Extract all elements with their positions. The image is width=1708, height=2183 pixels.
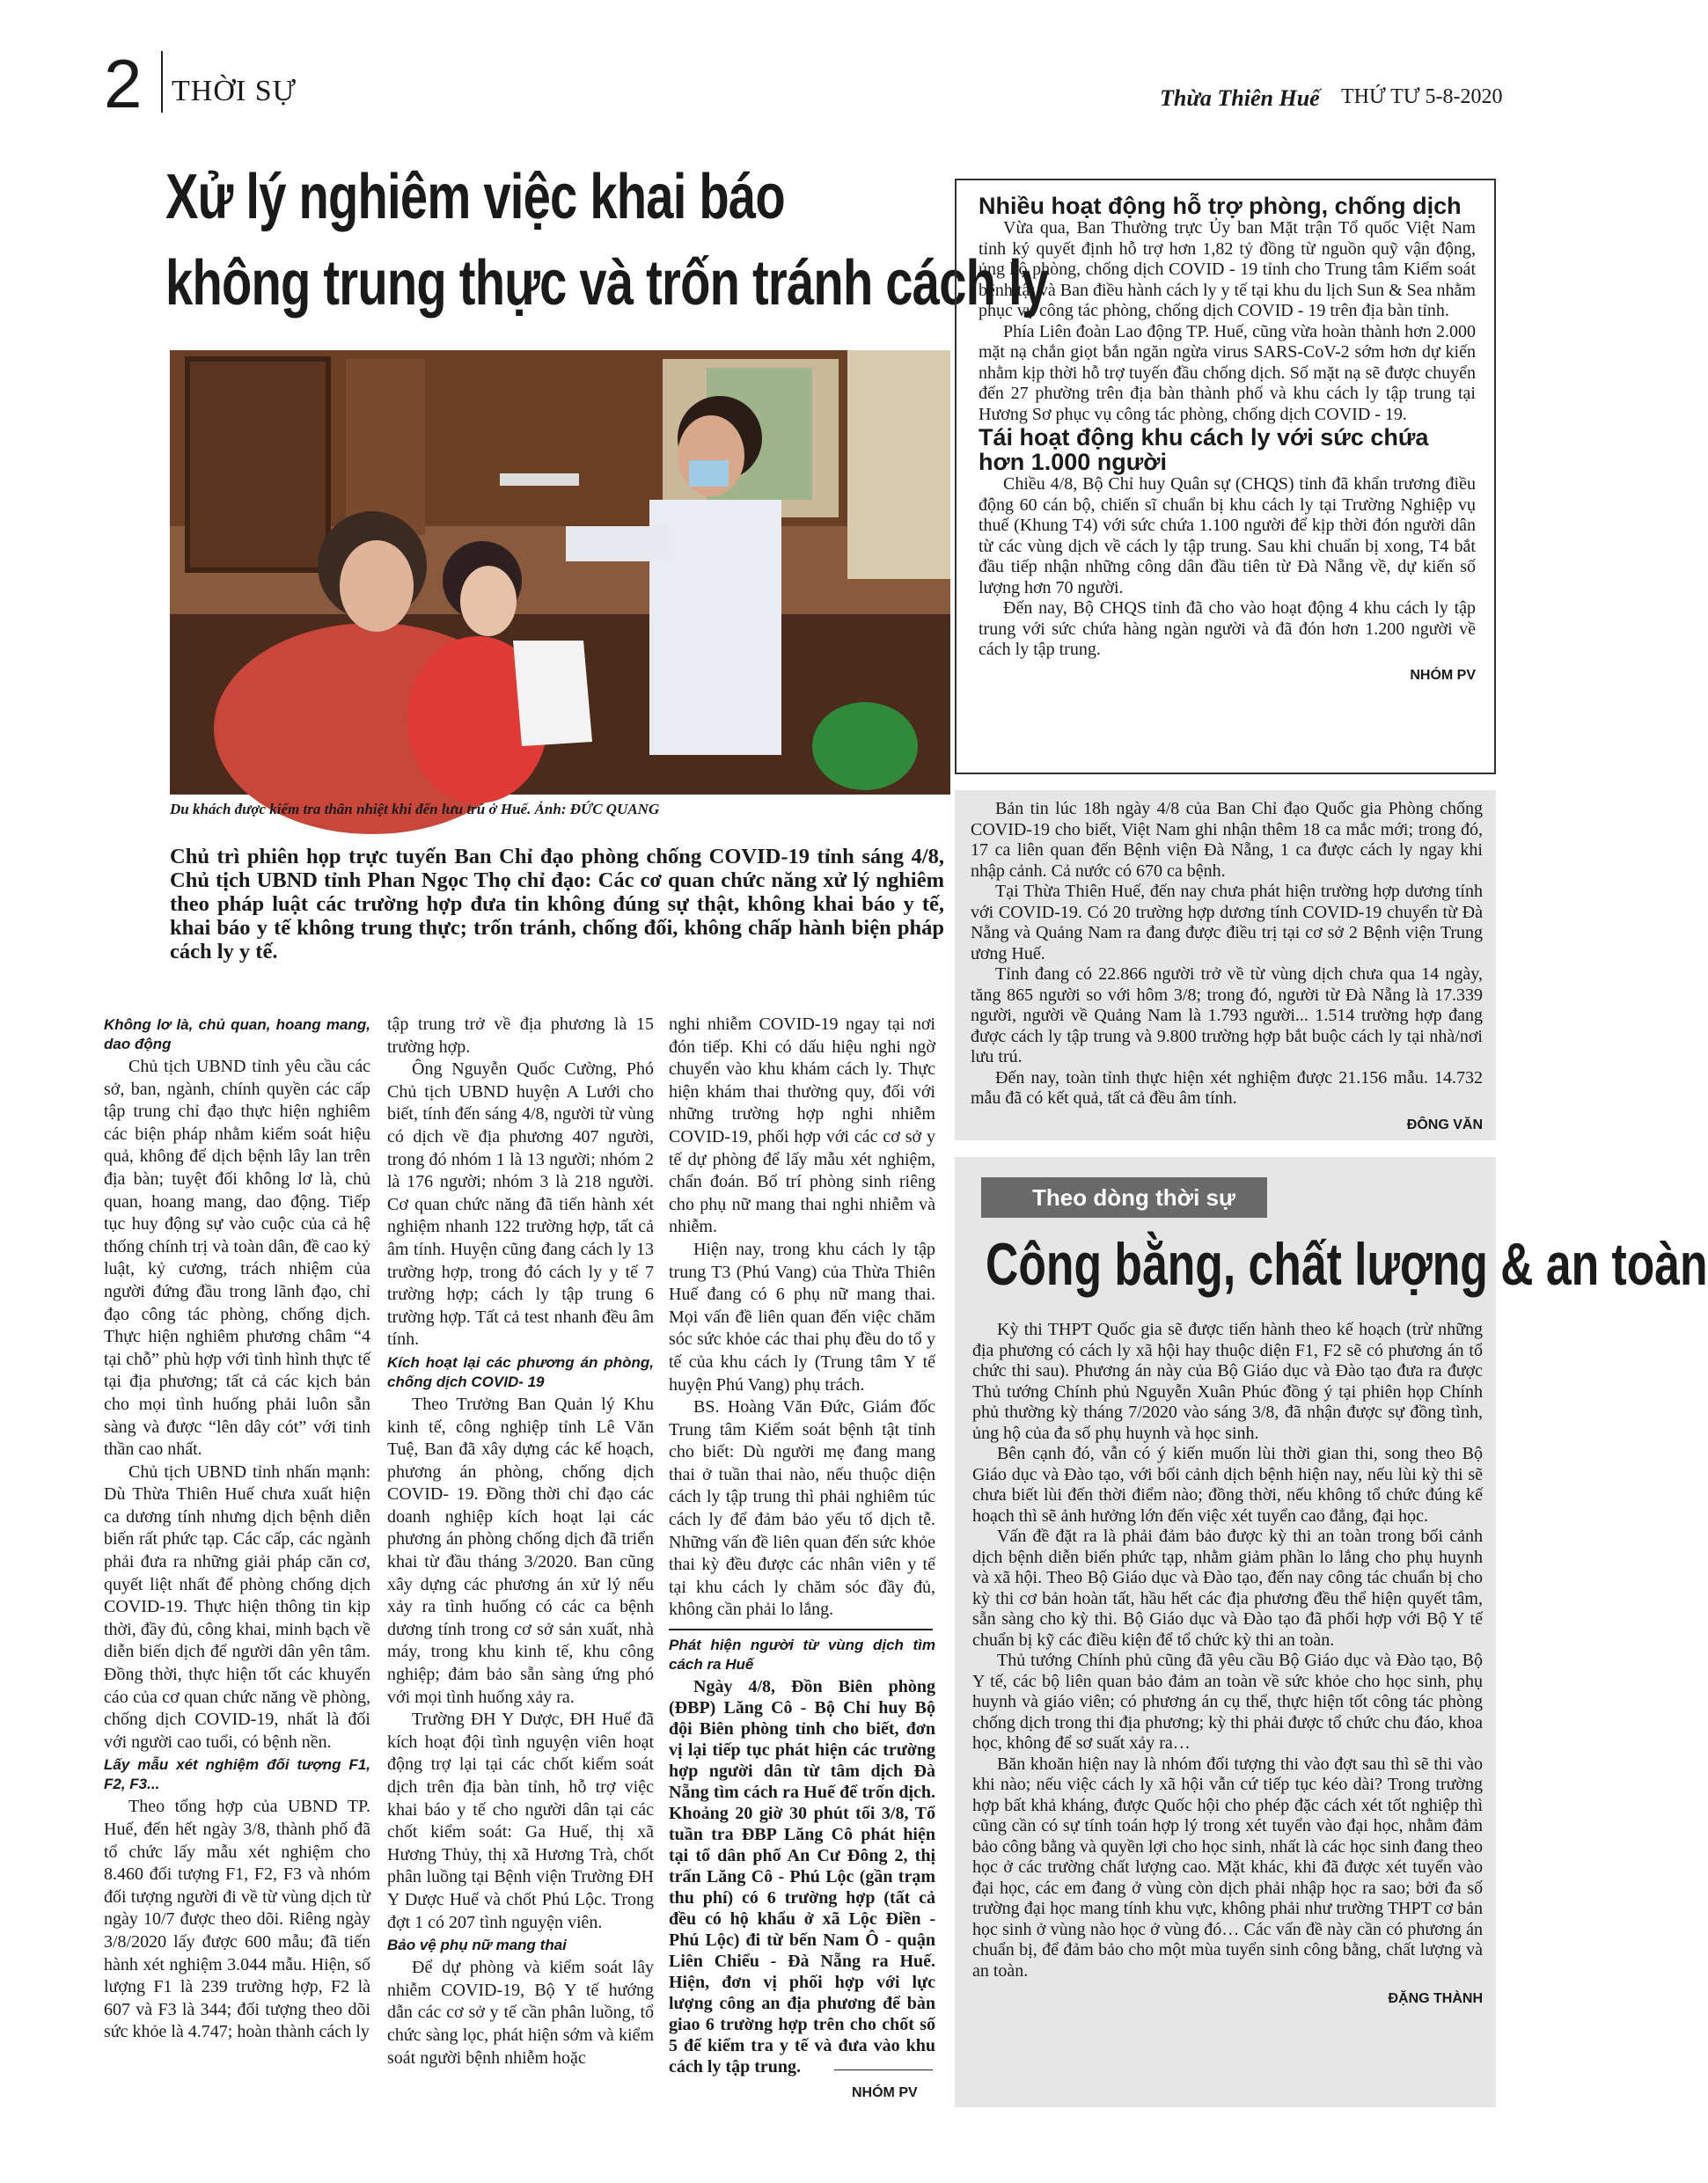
paragraph: Vừa qua, Ban Thường trực Ủy ban Mặt trận Tổ quốc Việt Nam tỉnh ký quyết định hỗ trợ hơn 1,82 tỷ đồng từ nguồn quỹ vận động, ủng hộ phòng, chống dịch COVID - 19 tỉnh cho Trung tâm Kiểm soát bệnh tật và Ban điều hành cách ly y tế tại khu du lịch Sun & Sea nhằm phục vụ công tác phòng, chống dịch COVID - 19 trên địa bàn tỉnh. [979,218,1476,320]
section-title: THỜI SỰ [172,75,297,107]
photo-caption: Du khách được kiểm tra thân nhiệt khi đến lưu trú ở Huế. Ảnh: ĐỨC QUANG [170,801,660,817]
issue-date: THỨ TƯ 5-8-2020 [1341,85,1503,108]
paragraph: Chủ tịch UBND tỉnh nhấn mạnh: Dù Thừa Thiên Huế chưa xuất hiện ca dương tính nhưng dịch bệnh diễn biến rất phức tạp. Các cấp, các ngành phải đưa ra những giải pháp căn cơ, quyết liệt nhất để phòng chống dịch COVID-19. Thực hiện thông tin kịp thời, đầy đủ, công khai, minh bạch về diễn biến dịch để người dân yên tâm. Đồng thời, thực hiện tốt các khuyến cáo của cơ quan chức năng về phòng, chống dịch COVID-19, nhất là đối với người cao tuổi, có bệnh nền. [104,1461,370,1752]
paragraph: Để dự phòng và kiểm soát lây nhiễm COVID-19, Bộ Y tế hướng dẫn các cơ sở y tế cần phân luồng, tổ chức sàng lọc, phát hiện sớm và kiểm soát người bệnh nhiễm hoặc [387,1958,654,2068]
paragraph: Bản tin lúc 18h ngày 4/8 của Ban Chỉ đạo Quốc gia Phòng chống COVID-19 cho biết, Việt Nam ghi nhận thêm 18 ca mắc mới; trong đó, 17 ca liên quan đến Bệnh viện Đà Nẵng, 1 ca được cách ly ngay khi nhập cảnh. Cả nước có 670 ca bệnh. [971,799,1483,881]
byline: NHÓM PV [1410,667,1476,683]
paragraph: Vấn đề đặt ra là phải đảm bảo được kỳ thi an toàn trong bối cảnh dịch bệnh diễn biến phức tạp, nhằm giảm phần lo lắng cho phụ huynh và xã hội. Theo Bộ Giáo dục và Đào tạo, đến nay công tác chuẩn bị cho kỳ thi cơ bản hoàn tất, hầu hết các địa phương đều thể hiện quyết tâm, sẵn sàng cho kỳ thi. Bộ Giáo dục và Đào tạo đã phối hợp với Bộ Y tế chuẩn bị kỹ các điều kiện để tổ chức kỳ thi an toàn. [972,1527,1483,1650]
box-heading: Tái hoạt động khu cách ly với sức chứa hơn 1.000 người [979,424,1429,475]
paragraph: nghi nhiễm COVID-19 ngay tại nơi đón tiếp. Khi có dấu hiệu nghi ngờ chuyển vào khu khám cách ly. Thực hiện khám thai thường quy, đối với những trường hợp nghi nhiễm COVID-19, phối hợp với các cơ sở y tế dự phòng để lấy mẫu xét nghiệm, chẩn đoán. Bố trí phòng sinh riêng cho phụ nữ mang thai nghi nhiễm và nhiễm. [669,1015,935,1237]
subheading: Kích hoạt lại các phương án phòng, chống dịch COVID- 19 [387,1353,654,1390]
byline: NHÓM PV [852,2085,918,2100]
subheading: Bảo vệ phụ nữ mang thai [387,1937,567,1954]
paragraph: Theo tổng hợp của UBND TP. Huế, đến hết ngày 3/8, thành phố đã tổ chức lấy mẫu xét nghiệm cho 8.460 đối tượng F1, F2, F3 và nhóm đối tượng người đi về từ vùng dịch từ ngày 10/7 được theo dõi. Riêng ngày 3/8/2020 lấy được 600 mẫu; đã tiến hành xét nghiệm 3.044 mẫu. Hiện, số lượng F1 là 239 trường hợp, F2 là 607 và F3 là 344; đối tượng theo dõi sức khỏe là 4.747; hoàn thành cách ly [104,1797,370,2042]
paragraph: tập trung trở về địa phương là 15 trường hợp. [387,1015,654,1057]
box-heading: Nhiều hoạt động hỗ trợ phòng, chống dịch [979,193,1462,219]
column-tag: Theo dòng thời sự [981,1177,1267,1218]
article-column-1 [104,1014,370,2044]
sidebar-box-support [955,179,1496,774]
subheading: Phát hiện người từ vùng dịch tìm cách ra Huế [669,1637,935,1674]
divider [669,1629,933,1630]
paragraph: Bên cạnh đó, vẫn có ý kiến muốn lùi thời gian thi, song theo Bộ Giáo dục và Đào tạo, với bối cảnh dịch bệnh hiện nay, nếu lùi kỳ thi sẽ chưa biết lùi đến thời điểm nào; đồng thời, nếu không tổ chức đúng kế hoạch thì sẽ ảnh hưởng lớn đến việc xét tuyển cao đẳng, đại học. [972,1444,1483,1526]
page-number: 2 [104,45,143,122]
signature-rule [834,2069,933,2070]
opinion-headline: Công bằng, chất lượng & an toàn [986,1231,1708,1298]
main-headline [165,154,1049,326]
article-column-3 [669,1014,935,2077]
paragraph: Theo Trưởng Ban Quản lý Khu kinh tế, công nghiệp tỉnh Lê Văn Tuệ, Ban đã xây dựng các kế hoạch, phương án phòng, chống dịch COVID- 19. Đồng thời chỉ đạo các doanh nghiệp kích hoạt lại các phương án phòng chống dịch đã triển khai từ đầu tháng 3/2020. Ban cũng xây dựng các phương án xử lý nếu xảy ra tình huống có các ca bệnh dương tính trong cơ sở sản xuất, nhà máy, trong khu kinh tế, khu công nghiệp; đảm bảo sẵn sàng ứng phó với mọi tình huống xảy ra. [387,1394,654,1707]
paragraph: Ông Nguyễn Quốc Cường, Phó Chủ tịch UBND huyện A Lưới cho biết, tính đến sáng 4/8, người từ vùng có dịch về địa phương 407 người, trong đó nhóm 1 là 13 người; nhóm 2 là 176 người; nhóm 3 là 218 người. Cơ quan chức năng đã tiến hành xét nghiệm nhanh 122 trường hợp, tất cả âm tính. Huyện cũng đang cách ly 13 trường hợp, trong đó cách ly y tế 7 trường hợp; cách ly tập trung 6 trường hợp. Tất cả test nhanh đều âm tính. [387,1059,654,1350]
paragraph: Đến nay, Bộ CHQS tỉnh đã cho vào hoạt động 4 khu cách ly tập trung với sức chứa hàng ngàn người và đã đón hơn 1.200 người về cách ly tập trung. [979,598,1476,659]
article-lead: Chủ trì phiên họp trực tuyến Ban Chỉ đạo phòng chống COVID-19 tỉnh sáng 4/8, Chủ tịch UBND tỉnh Phan Ngọc Thọ chỉ đạo: Các cơ quan chức năng xử lý nghiêm theo pháp luật các trường hợp đưa tin không đúng sự thật, không khai báo y tế, khai báo y tế không trung thực; trốn tránh, chống đối, không chấp hành biện pháp cách ly y tế. [170,845,944,963]
paragraph: Trường ĐH Y Dược, ĐH Huế đã kích hoạt đội tình nguyện viên hoạt động trợ lại tại các chốt kiểm soát dịch trên địa bàn tỉnh, hỗ trợ việc khai báo y tế cho người dân tại các chốt kiểm soát: Ga Huế, thị xã Hương Thủy, thị xã Hương Trà, chốt phân luồng tại Bệnh viện Trường ĐH Y Dược Huế và chốt Phú Lộc. Trong đợt 1 có 207 tình nguyện viên. [387,1710,654,1932]
newspaper-name: Thừa Thiên Huế [1160,85,1320,111]
paragraph: Kỳ thi THPT Quốc gia sẽ được tiến hành theo kế hoạch (trừ những địa phương có cách ly xã hội hay thuộc diện F1, F2 sẽ có phương án tổ chức thi sau). Phương án này của Bộ Giáo dục và Đào tạo đưa ra được Thủ tướng Chính phủ Nguyễn Xuân Phúc đồng ý tại phiên họp Chính phủ thường kỳ tháng 7/2020 vào sáng 3/8, đã nhận được sự đồng tình, ủng hộ của đa số phụ huynh và học sinh. [972,1320,1483,1443]
paragraph: BS. Hoàng Văn Đức, Giám đốc Trung tâm Kiểm soát bệnh tật tỉnh cho biết: Dù người mẹ đang mang thai ở tuần thai nào, nếu thuộc diện cách ly tập trung thì phải nghiêm túc cách ly để đảm bảo yếu tố dịch tễ. Những vấn đề liên quan đến sức khỏe thai kỳ đều được các nhân viên y tế tại khu cách ly chăm sóc đầy đủ, không cần phải lo lắng. [669,1397,935,1620]
header-divider [161,51,163,113]
headline-line-1: Xử lý nghiêm việc khai báo [165,162,785,232]
subheading: Không lơ là, chủ quan, hoang mang, dao động [104,1016,370,1052]
paragraph: Chủ tịch UBND tỉnh yêu cầu các sở, ban, ngành, chính quyền các cấp tập trung chỉ đạo thực hiện nghiêm các biện pháp nhằm kiểm soát hiệu quả, không để dịch bệnh lây lan trên địa bàn; tuyệt đối không lơ là, chủ quan, hoang mang, dao động. Tiếp tục huy động sự vào cuộc của cả hệ thống chính trị và toàn dân, đề cao kỷ luật, kỷ cương, trách nhiệm của người đứng đầu trong lãnh đạo, chỉ đạo công tác phòng, chống dịch. Thực hiện nghiêm phương châm “4 tại chỗ” phù hợp với tình hình thực tế tại địa phương; tất cả các kịch bản cho mọi tình huống phải luôn sẵn sàng và được “lên dây cót” với tinh thần cao nhất. [104,1057,370,1460]
byline: ĐÔNG VĂN [1406,1117,1483,1132]
paragraph: Ngày 4/8, Đồn Biên phòng (ĐBP) Lăng Cô - Bộ Chỉ huy Bộ đội Biên phòng tỉnh cho biết, đơn vị lại tiếp tục phát hiện các trường hợp người dân từ tâm dịch Đà Nẵng tìm cách ra Huế để trốn dịch. Khoảng 20 giờ 30 phút tối 3/8, Tổ tuần tra ĐBP Lăng Cô phát hiện tại tổ dân phố An Cư Đông 2, thị trấn Lăng Cô - Phú Lộc (gần trạm thu phí) có 6 trường hợp (tất cả đều có hộ khẩu ở xã Lộc Điền - Phú Lộc) đi từ bến Nam Ô - quận Liên Chiểu - Đà Nẵng ra Huế. Hiện, đơn vị phối hợp với lực lượng công an địa phương để bàn giao 6 trường hợp trên cho chốt số 5 để kiểm tra y tế và đưa vào khu cách ly tập trung. [669,1677,935,2077]
subheading: Lấy mẫu xét nghiệm đối tượng F1, F2, F3... [104,1756,370,1793]
paragraph: Đến nay, toàn tỉnh thực hiện xét nghiệm được 21.156 mẫu. 14.732 mẫu đã có kết quả, tất cả đều âm tính. [971,1067,1483,1108]
paragraph: Hiện nay, trong khu cách ly tập trung T3 (Phú Vang) của Thừa Thiên Huế đang có 6 phụ nữ mang thai. Mọi vấn đề liên quan đến việc chăm sóc sức khỏe các thai phụ đều do tổ y tế của khu cách ly (Trung tâm Y tế huyện Phú Vang) phụ trách. [669,1239,935,1395]
sidebar-box-bulletin [955,790,1496,1140]
paragraph: Thủ tướng Chính phủ cũng đã yêu cầu Bộ Giáo dục và Đào tạo, Bộ Y tế, các bộ liên quan bảo đảm an toàn về sức khỏe cho học sinh, phụ huynh và giáo viên; có phương án cụ thể, thực hiện tốt công tác phòng chống dịch trong thi địa phương; kỳ thi phải được tổ chức chu đáo, khoa học, không để sơ suất xảy ra… [972,1651,1483,1753]
paragraph: Chiều 4/8, Bộ Chỉ huy Quân sự (CHQS) tỉnh đã khẩn trương điều động 60 cán bộ, chiến sĩ chuẩn bị khu cách ly tại Trường Nghiệp vụ thuế (Khung T4) với sức chứa 1.100 người để kịp thời đón người dân từ các vùng dịch về cách ly tập trung. Sau khi chuẩn bị xong, T4 bắt đầu tiếp nhận những công dân đầu tiên từ Đà Nẵng về, dự kiến số lượng hơn 70 người. [979,474,1476,597]
article-photo [170,350,950,795]
opinion-body [972,1320,1483,2010]
article-column-2 [387,1014,654,2069]
paragraph: Tại Thừa Thiên Huế, đến nay chưa phát hiện trường hợp dương tính với COVID-19. Có 20 trường hợp dương tính COVID-19 chuyển từ Đà Nẵng và Quảng Nam ra đang được điều trị tại cơ sở 2 Bệnh viện Trung ương Huế. [971,882,1483,963]
paragraph: Băn khoăn hiện nay là nhóm đối tượng thi vào đợt sau thì sẽ thi vào khi nào; nếu việc cách ly xã hội vẫn cứ tiếp tục kéo dài? Trong trường hợp bất khả kháng, được Quốc hội cho phép đặc cách xét tốt nghiệp thì cũng cần có sự tính toán hợp lý trong xét tuyển vào đại học, nhằm đảm bảo công bằng và quyền lợi cho học sinh, nhất là các học sinh đang theo học ở các trường chất lượng cao. Mặt khác, khi đã được xét tuyển vào đại học, các em đang ở vùng còn dịch phải nhập học ra sao; bởi đa số trường đại học mang tính khu vực, không phải như trường THPT cơ bản học sinh ở vùng nào học ở vùng đó… Các vấn đề này cần có phương án chuẩn bị, để đảm bảo cho một mùa tuyển sinh công bằng, chất lượng và an toàn. [972,1754,1483,1981]
headline-line-2: không trung thực và trốn tránh cách ly [165,248,1049,319]
paragraph: Tỉnh đang có 22.866 người trở về từ vùng dịch chưa qua 14 ngày, tăng 865 người so với hôm 3/8; trong đó, người từ Đà Nẵng là 17.339 người, người về Quảng Nam là 1.793 người... 1.514 trường hợp đang được cách ly tập trung và 9.800 trường hợp bắt buộc cách ly tại nhà/nơi lưu trú. [971,964,1483,1066]
paragraph: Phía Liên đoàn Lao động TP. Huế, cũng vừa hoàn thành hơn 2.000 mặt nạ chắn giọt bắn ngăn ngừa virus SARS-CoV-2 sớm hơn dự kiến nhằm kịp thời hỗ trợ tuyến đầu chống dịch. Số mặt nạ sẽ được chuyển đến 27 phường trên địa bàn thành phố và khu cách ly tập trung tại Hương Sơ phục vụ công tác phòng, chống dịch COVID - 19. [979,321,1476,424]
byline: ĐẶNG THÀNH [1388,1991,1483,2006]
